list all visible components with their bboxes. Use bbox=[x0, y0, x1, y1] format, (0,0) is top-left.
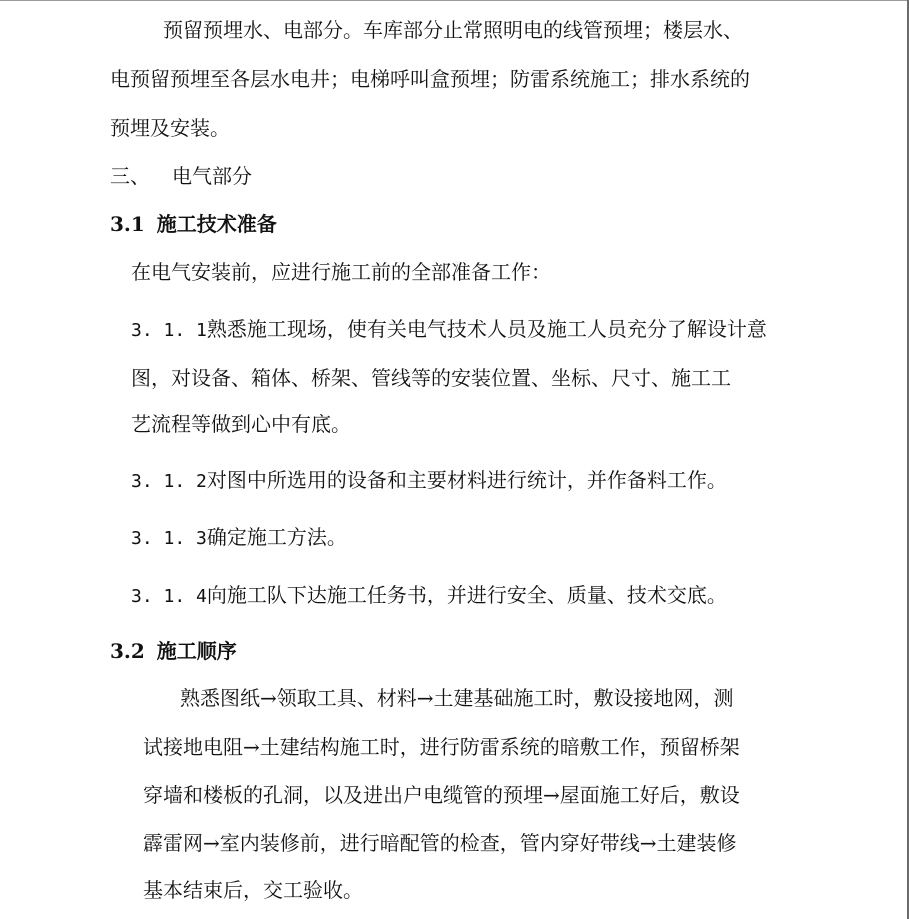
item-3-1-3-number: 3. 1. 3 bbox=[131, 528, 207, 549]
subsection-1-lead: 在电气安装前，应进行施工前的全部准备工作： bbox=[131, 260, 551, 284]
subsection-2-line-4: 霹雷网→室内装修前，进行暗配管的检查，管内穿好带线→土建装修 bbox=[143, 831, 737, 855]
item-3-1-1-line-2: 图，对设备、箱体、桥架、管线等的安装位置、坐标、尺寸、施工工 bbox=[131, 366, 731, 390]
item-3-1-2-number: 3. 1. 2 bbox=[131, 471, 207, 492]
page-top-border bbox=[0, 0, 909, 1]
subsection-1-heading bbox=[110, 212, 277, 236]
subsection-2-number: 3.2 bbox=[110, 639, 145, 663]
item-3-1-2-text: 对图中所选用的设备和主要材料进行统计，并作备料工作。 bbox=[206, 468, 727, 492]
subsection-2-heading bbox=[110, 639, 237, 663]
subsection-2-title: 施工顺序 bbox=[156, 639, 237, 663]
item-3-1-3-text: 确定施工方法。 bbox=[206, 525, 347, 549]
item-3-1-1-line-1 bbox=[131, 317, 767, 343]
item-3-1-1-text-1: 熟悉施工现场，使有关电气技术人员及施工人员充分了解设计意 bbox=[206, 317, 767, 341]
item-3-1-4 bbox=[131, 583, 727, 609]
section-number: 三、 bbox=[110, 164, 150, 188]
item-3-1-4-number: 3. 1. 4 bbox=[131, 586, 207, 607]
section-heading bbox=[110, 164, 252, 188]
subsection-2-line-3: 穿墙和楼板的孔洞，以及进出户电缆管的预埋→屋面施工好后，敷设 bbox=[143, 783, 740, 807]
subsection-2-line-2: 试接地电阻→土建结构施工时，进行防雷系统的暗敷工作，预留桥架 bbox=[143, 735, 740, 759]
item-3-1-4-text: 向施工队下达施工任务书，并进行安全、质量、技术交底。 bbox=[206, 583, 727, 607]
item-3-1-3 bbox=[131, 525, 347, 551]
item-3-1-2 bbox=[131, 468, 727, 494]
section-title: 电气部分 bbox=[172, 164, 252, 188]
subsection-2-line-1: 熟悉图纸→领取工具、材料→土建基础施工时，敷设接地网，测 bbox=[180, 686, 734, 710]
item-3-1-1-number: 3. 1. 1 bbox=[131, 320, 207, 341]
intro-line-3: 预埋及安装。 bbox=[110, 116, 230, 140]
subsection-2-line-5: 基本结束后，交工验收。 bbox=[143, 878, 363, 902]
intro-line-2: 电预留预埋至各层水电井；电梯呼叫盒预埋；防雷系统施工；排水系统的 bbox=[110, 67, 750, 91]
subsection-1-number: 3.1 bbox=[110, 212, 145, 236]
item-3-1-1-line-3: 艺流程等做到心中有底。 bbox=[131, 412, 351, 436]
subsection-1-title: 施工技术准备 bbox=[156, 212, 277, 236]
intro-line-1: 预留预埋水、电部分。车库部分止常照明电的线管预埋；楼层水、 bbox=[163, 18, 743, 42]
